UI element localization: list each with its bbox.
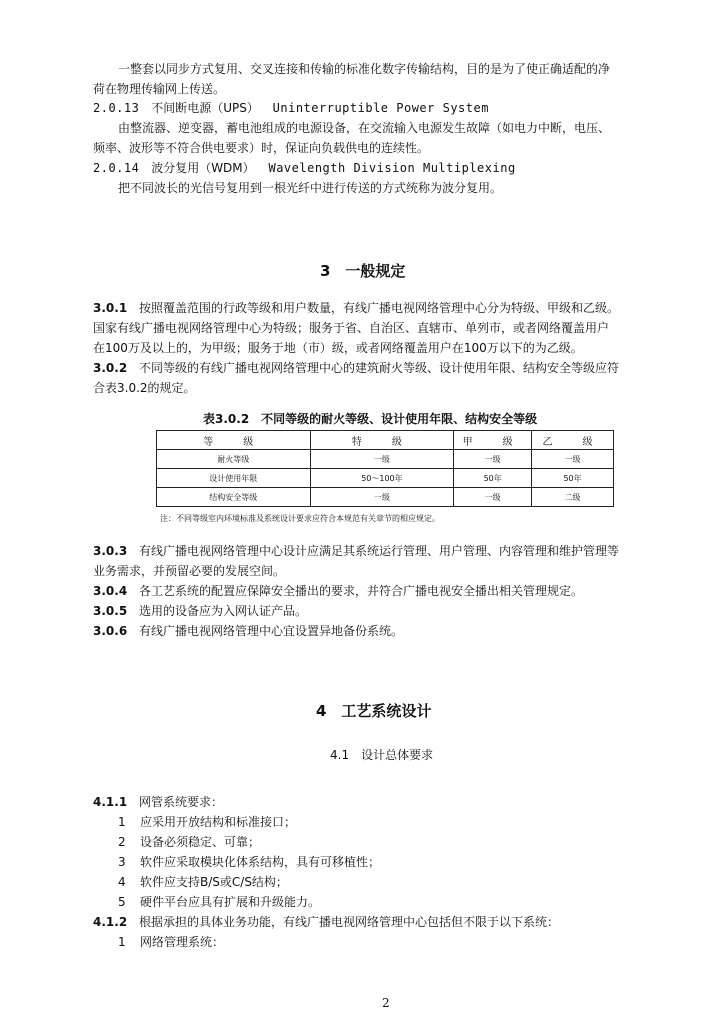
table-cell: 设计使用年限 bbox=[157, 469, 311, 488]
clause-text: 各工艺系统的配置应保障安全播出的要求，并符合广播电视安全播出相关管理规定。 bbox=[139, 584, 584, 598]
list-item bbox=[118, 933, 224, 951]
list-item bbox=[118, 813, 296, 831]
table-row bbox=[157, 450, 614, 469]
paragraph-line: 荷在物理传输网上传送。 bbox=[93, 82, 226, 96]
clause-text: 有线广播电视网络管理中心宜设置异地备份系统。 bbox=[139, 624, 404, 638]
list-text: 软件应采取模块化体系结构，具有可移植性； bbox=[140, 855, 381, 869]
list-text: 软件应支持B/S或C/S结构； bbox=[140, 875, 288, 889]
clause-4-1-1 bbox=[93, 793, 223, 811]
clause-3-0-2 bbox=[93, 359, 619, 377]
table-header-cell: 等 级 bbox=[157, 431, 311, 450]
clause-text: 网管系统要求： bbox=[139, 795, 224, 809]
term-en: Uninterruptible Power System bbox=[272, 101, 489, 115]
list-item bbox=[118, 833, 260, 851]
page-number: 2 bbox=[382, 996, 390, 1010]
clause-number: 3.0.5 bbox=[93, 604, 128, 618]
table-cell: 50～100年 bbox=[310, 469, 454, 488]
table-header-cell: 乙 级 bbox=[532, 431, 614, 450]
paragraph-line: 合表3.0.2的规定。 bbox=[93, 381, 196, 395]
paragraph-line: 在100万及以上的，为甲级；服务于地（市）级，或者网络覆盖用户在100万以下的为乙级。 bbox=[93, 341, 583, 355]
clause-text: 根据承担的具体业务功能，有线广播电视网络管理中心包括但不限于以下系统： bbox=[139, 915, 560, 929]
list-text: 硬件平台应具有扩展和升级能力。 bbox=[140, 895, 321, 909]
list-number: 1 bbox=[118, 935, 126, 949]
table-cell: 一级 bbox=[310, 488, 454, 507]
clause-number: 3.0.4 bbox=[93, 584, 128, 598]
table-title: 表3.0.2 不同等级的耐火等级、设计使用年限、结构安全等级 bbox=[203, 412, 538, 426]
grade-table bbox=[156, 430, 614, 507]
list-text: 网络管理系统： bbox=[140, 935, 225, 949]
clause-text: 不同等级的有线广播电视网络管理中心的建筑耐火等级、设计使用年限、结构安全等级应符 bbox=[139, 361, 620, 375]
table-cell: 一级 bbox=[454, 488, 532, 507]
list-number: 1 bbox=[118, 815, 126, 829]
clause-number: 4.1.1 bbox=[93, 795, 128, 809]
table-header-cell: 甲 级 bbox=[454, 431, 532, 450]
clause-number: 3.0.2 bbox=[93, 361, 128, 375]
clause-number: 3.0.1 bbox=[93, 301, 128, 315]
term-zh: 波分复用（WDM） bbox=[151, 161, 255, 175]
clause-number: 3.0.3 bbox=[93, 544, 128, 558]
list-item bbox=[118, 893, 320, 911]
clause-3-0-6 bbox=[93, 622, 403, 640]
clause-3-0-3 bbox=[93, 542, 619, 560]
clause-3-0-4 bbox=[93, 582, 583, 600]
paragraph-line: 国家有线广播电视网络管理中心为特级；服务于省、自治区、直辖市、单列市，或者网络覆盖用户 bbox=[93, 321, 610, 335]
section-heading-3: 3 一般规定 bbox=[320, 262, 406, 280]
table-header-cell: 特 级 bbox=[310, 431, 454, 450]
paragraph-line: 频率、波形等不符合供电要求）时，保证向负载供电的连续性。 bbox=[93, 141, 430, 155]
table-row bbox=[157, 469, 614, 488]
table-cell: 一级 bbox=[532, 450, 614, 469]
clause-3-0-1 bbox=[93, 299, 619, 317]
table-row bbox=[157, 488, 614, 507]
clause-text: 有线广播电视网络管理中心设计应满足其系统运行管理、用户管理、内容管理和维护管理等 bbox=[139, 544, 620, 558]
list-item bbox=[118, 853, 380, 871]
list-number: 4 bbox=[118, 875, 126, 889]
list-item bbox=[118, 873, 288, 891]
subsection-heading-4-1: 4.1 设计总体要求 bbox=[330, 748, 434, 762]
paragraph-line: 由整流器、逆变器，蓄电池组成的电源设备，在交流输入电源发生故障（如电力中断，电压、 bbox=[118, 121, 611, 135]
clause-3-0-5 bbox=[93, 602, 307, 620]
paragraph-line: 业务需求，并预留必要的发展空间。 bbox=[93, 564, 286, 578]
clause-text: 按照覆盖范围的行政等级和用户数量，有线广播电视网络管理中心分为特级、甲级和乙级。 bbox=[139, 301, 620, 315]
clause-4-1-2 bbox=[93, 913, 559, 931]
table-cell: 50年 bbox=[454, 469, 532, 488]
clause-number: 3.0.6 bbox=[93, 624, 128, 638]
table-cell: 结构安全等级 bbox=[157, 488, 311, 507]
term-en: Wavelength Division Multiplexing bbox=[268, 161, 516, 175]
table-cell: 一级 bbox=[454, 450, 532, 469]
table-cell: 二级 bbox=[532, 488, 614, 507]
list-text: 设备必须稳定、可靠； bbox=[140, 835, 261, 849]
paragraph-line: 把不同波长的光信号复用到一根光纤中进行传送的方式统称为波分复用。 bbox=[118, 181, 503, 195]
paragraph-line: 一整套以同步方式复用、交叉连接和传输的标准化数字传输结构，目的是为了使正确适配的净 bbox=[118, 62, 611, 76]
list-number: 3 bbox=[118, 855, 126, 869]
table-cell: 50年 bbox=[532, 469, 614, 488]
clause-number: 2.0.14 bbox=[93, 161, 140, 175]
term-2-0-14 bbox=[93, 159, 516, 177]
term-2-0-13 bbox=[93, 99, 489, 117]
list-number: 2 bbox=[118, 835, 126, 849]
clause-number: 2.0.13 bbox=[93, 101, 140, 115]
table-header-row bbox=[157, 431, 614, 450]
table-cell: 耐火等级 bbox=[157, 450, 311, 469]
term-zh: 不间断电源（UPS） bbox=[151, 101, 259, 115]
table-cell: 一级 bbox=[310, 450, 454, 469]
list-text: 应采用开放结构和标准接口； bbox=[140, 815, 297, 829]
section-heading-4: 4 工艺系统设计 bbox=[316, 702, 432, 720]
clause-number: 4.1.2 bbox=[93, 915, 128, 929]
clause-text: 选用的设备应为入网认证产品。 bbox=[139, 604, 308, 618]
list-number: 5 bbox=[118, 895, 126, 909]
table-note: 注：不同等级室内环境标准及系统设计要求应符合本规范有关章节的相应规定。 bbox=[160, 514, 440, 523]
